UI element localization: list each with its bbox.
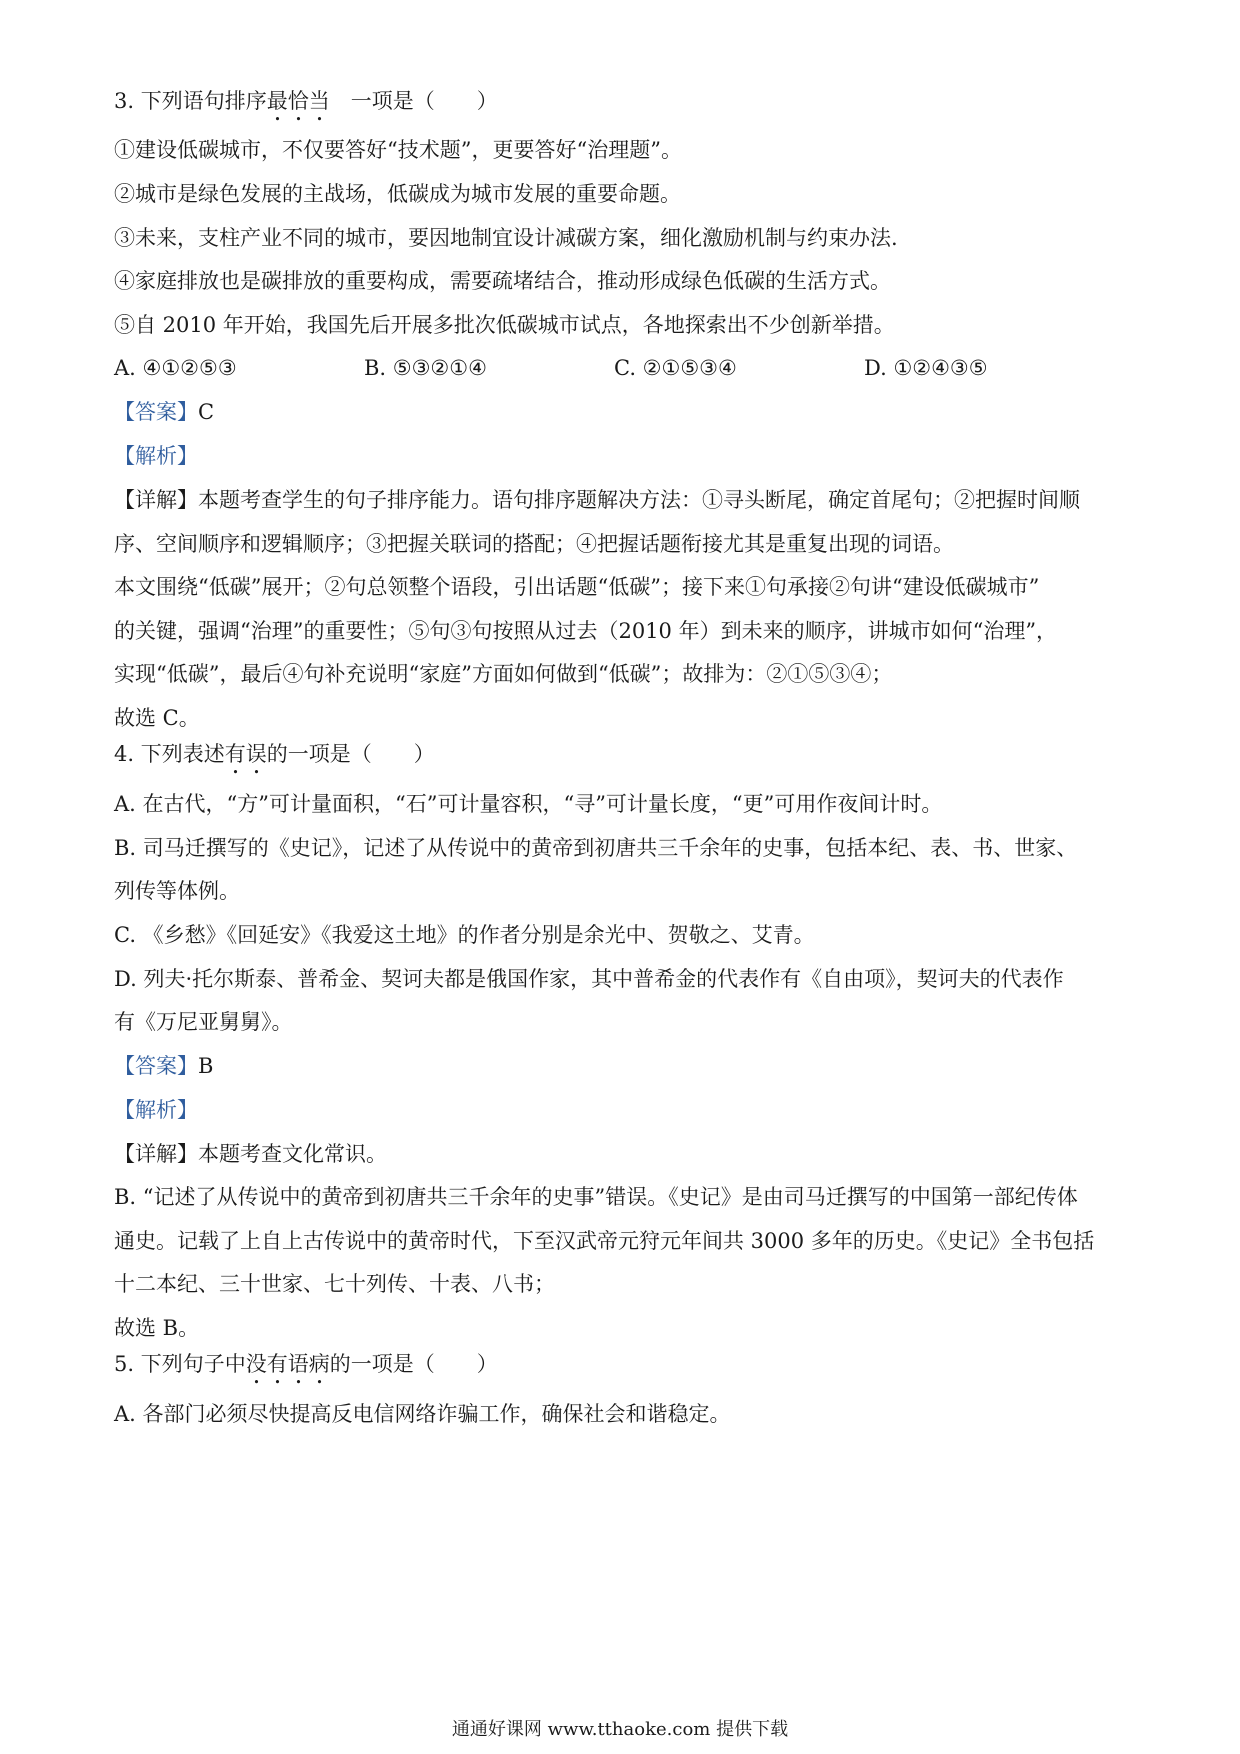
- q3-detail-line-4: 的关键，强调“治理”的重要性；⑤句③句按照从过去（2010 年）到未来的顺序，讲城市如何“治理”，: [114, 619, 1058, 643]
- q4-option-c: C. 《乡愁》《回延安》《我爱这土地》的作者分别是余光中、贺敬之、艾青。: [114, 923, 815, 947]
- q4-number: 4.: [114, 742, 135, 766]
- q4-detail-text-1: 本题考查文化常识。: [198, 1142, 387, 1166]
- q3-option-a: A. ④①②⑤③: [114, 356, 237, 380]
- q4-detail-line-3: 通史。记载了上自上古传说中的黄帝时代，下至汉武帝元狩元年间共 3000 多年的历史。《史记》全书包括: [114, 1229, 1095, 1253]
- q3-answer: [114, 397, 1134, 427]
- q4-option-d: D. 列夫·托尔斯泰、普希金、契诃夫都是俄国作家，其中普希金的代表作有《自由项》，契诃夫的代表作: [114, 967, 1064, 991]
- q4-stem-dotted: 有误: [224, 742, 267, 766]
- q3-stem: [114, 86, 1134, 126]
- q3-sentence-5: ⑤自 2010 年开始，我国先后开展多批次低碳城市试点，各地探索出不少创新举措。: [114, 313, 895, 337]
- q3-analysis: [114, 441, 1134, 471]
- q3-options: [114, 353, 1134, 383]
- q4-detail-line-2: B. “记述了从传说中的黄帝到初唐共三千余年的史事”错误。《史记》是由司马迁撰写的中国第一部纪传体: [114, 1185, 1078, 1209]
- q3-stem-dotted: 最恰当: [266, 89, 330, 113]
- q3-answer-value: C: [198, 400, 215, 424]
- q4-answer-value: B: [198, 1054, 214, 1078]
- q4-stem-after: 的一项是（ ）: [266, 742, 435, 766]
- q4-detail-line-5: 故选 B。: [114, 1316, 200, 1340]
- q3-answer-tag: 【答案】: [114, 400, 198, 424]
- q3-detail-line-3: 本文围绕“低碳”展开；②句总领整个语段，引出话题“低碳”；接下来①句承接②句讲“建设低碳城市”: [114, 575, 1040, 599]
- q5-stem-dotted: 没有语病: [245, 1352, 330, 1376]
- q5-stem-after: 的一项是（ ）: [329, 1352, 498, 1376]
- q3-stem-before: 下列语句排序: [140, 89, 267, 113]
- q4-answer: [114, 1051, 1134, 1081]
- q3-detail-line-6: 故选 C。: [114, 706, 200, 730]
- q3-sentence-1: ①建设低碳城市，不仅要答好“技术题”，更要答好“治理题”。: [114, 138, 682, 162]
- q3-sentence-2: ②城市是绿色发展的主战场，低碳成为城市发展的重要命题。: [114, 182, 681, 206]
- q3-option-c: C. ②①⑤③④: [614, 356, 737, 380]
- q3-option-b: B. ⑤③②①④: [364, 356, 487, 380]
- q3-detail-line-2: 序、空间顺序和逻辑顺序；③把握关联词的搭配；④把握话题衔接尤其是重复出现的词语。: [114, 532, 954, 556]
- q4-stem: [114, 739, 1134, 779]
- q4-option-a: A. 在古代，“方”可计量面积，“石”可计量容积，“寻”可计量长度，“更”可用作夜间计时。: [114, 792, 943, 816]
- q5-number: 5.: [114, 1352, 135, 1376]
- q4-answer-tag: 【答案】: [114, 1054, 198, 1078]
- q5-option-a: A. 各部门必须尽快提高反电信网络诈骗工作，确保社会和谐稳定。: [114, 1402, 731, 1426]
- q4-detail-line-4: 十二本纪、三十世家、七十列传、十表、八书；: [114, 1272, 555, 1296]
- q5-stem: [114, 1349, 1134, 1389]
- q3-sentence-3: ③未来，支柱产业不同的城市，要因地制宜设计减碳方案，细化激励机制与约束办法.: [114, 226, 898, 250]
- q3-detail-text-1: 本题考查学生的句子排序能力。语句排序题解决方法：①寻头断尾，确定首尾句；②把握时间顺: [198, 488, 1080, 512]
- q4-stem-before: 下列表述: [140, 742, 225, 766]
- q3-stem-after: 一项是（ ）: [350, 89, 498, 113]
- q4-analysis-tag: 【解析】: [114, 1098, 198, 1122]
- q3-detail-line-5: 实现“低碳”，最后④句补充说明“家庭”方面如何做到“低碳”；故排为：②①⑤③④；: [114, 662, 893, 686]
- q4-detail-line-1: [114, 1139, 1134, 1169]
- q3-sentence-4: ④家庭排放也是碳排放的重要构成，需要疏堵结合，推动形成绿色低碳的生活方式。: [114, 269, 891, 293]
- q4-option-b: B. 司马迁撰写的《史记》，记述了从传说中的黄帝到初唐共三千余年的史事，包括本纪、表、书、世家、: [114, 836, 1078, 860]
- q3-analysis-tag: 【解析】: [114, 444, 198, 468]
- q4-option-d-cont: 有《万尼亚舅舅》。: [114, 1010, 293, 1034]
- q3-option-d: D. ①②④③⑤: [864, 356, 988, 380]
- q4-detail-tag: 【详解】: [114, 1142, 198, 1166]
- q5-stem-before: 下列句子中: [140, 1352, 246, 1376]
- page-footer: 通通好课网 www.tthaoke.com 提供下载: [451, 1719, 789, 1740]
- q3-detail-tag: 【详解】: [114, 488, 198, 512]
- q4-option-b-cont: 列传等体例。: [114, 879, 240, 903]
- q4-analysis: [114, 1095, 1134, 1125]
- q3-detail-line-1: [114, 485, 1134, 515]
- q3-number: 3.: [114, 89, 135, 113]
